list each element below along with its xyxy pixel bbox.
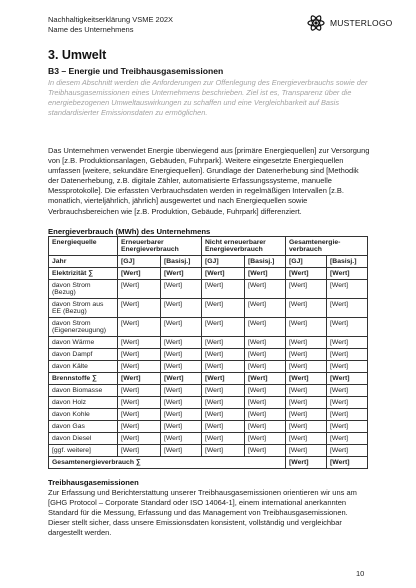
value-cell: [Wert] [286, 280, 327, 299]
value-cell: [Wert] [202, 433, 245, 445]
value-cell: [Wert] [118, 397, 161, 409]
value-cell: [Wert] [327, 337, 368, 349]
table-row [49, 445, 368, 457]
row-label: davon Strom (Eigenerzeugung) [49, 318, 118, 337]
table-row [49, 397, 368, 409]
value-cell: [Wert] [161, 299, 202, 318]
value-cell: [Wert] [161, 349, 202, 361]
value-cell: [Wert] [286, 421, 327, 433]
emissions-title: Treibhausgasemissionen [48, 478, 139, 487]
total-row [49, 457, 368, 469]
value-cell: [Wert] [202, 397, 245, 409]
value-cell: [Wert] [327, 349, 368, 361]
page-number: 10 [356, 569, 365, 578]
value-cell: [Wert] [245, 299, 286, 318]
row-label: davon Gas [49, 421, 118, 433]
table-row [49, 373, 368, 385]
value-cell: [Wert] [161, 409, 202, 421]
value-cell: [Wert] [161, 385, 202, 397]
year-cell: [GJ] [118, 256, 161, 268]
table-body [49, 268, 368, 457]
value-cell: [Wert] [327, 280, 368, 299]
value-cell: [Wert] [327, 397, 368, 409]
value-cell: [Wert] [118, 409, 161, 421]
value-cell: [Wert] [118, 361, 161, 373]
energy-description: Das Unternehmen verwendet Energie überwiegend aus [primäre Energiequellen] zur Versorgung von [z.B. Produktionsanlagen, Gebäuden, Fuhrpark]. Weitere eingesetzte Energiequellen umfassen [weitere, sekundäre Energiequellen]. Grundlage der Datenerhebung sind [Methodik der Datenerhebung, z.B. digitale Zähler, automatisierte Erfassungssysteme, manuelle Messprotokolle]. Die erfassten Verbrauchsdaten werden in regelmäßigen Intervallen [z.B. monatlich, vierteljährlich, jährlich] ausgewertet und nach Energiequellen sowie Verbrauchsbereichen wie [z.B. Produktion, Gebäude, Fuhrpark] differenziert. [48, 146, 370, 216]
value-cell: [Wert] [161, 280, 202, 299]
value-cell: [Wert] [286, 433, 327, 445]
value-cell: [Wert] [327, 373, 368, 385]
intro-text: In diesem Abschnitt werden die Anforderungen zur Offenlegung des Energieverbrauchs sowie der Treibhausgasemissionen eines Unternehmens beschrieben. Ziel ist es, Transparenz über die energiebezogenen Umweltauswirkungen zu schaffen und eine Vergleichbarkeit auf Basis standardisierter Emissionsdaten zu ermöglichen. [48, 78, 368, 118]
header-total: Gesamtenergie-verbrauch [286, 237, 368, 256]
table-row [49, 361, 368, 373]
section-title: 3. Umwelt [48, 48, 107, 62]
row-label: davon Diesel [49, 433, 118, 445]
row-label: davon Strom aus EE (Bezug) [49, 299, 118, 318]
year-cell: [Basisj.] [161, 256, 202, 268]
table-row [49, 349, 368, 361]
row-label: davon Biomasse [49, 385, 118, 397]
table-row [49, 318, 368, 337]
value-cell: [Wert] [245, 433, 286, 445]
section-subtitle: B3 – Energie und Treibhausgasemissionen [48, 66, 224, 76]
value-cell: [Wert] [286, 445, 327, 457]
row-label: davon Kälte [49, 361, 118, 373]
value-cell: [Wert] [202, 268, 245, 280]
value-cell: [Wert] [245, 397, 286, 409]
value-cell: [Wert] [118, 299, 161, 318]
value-cell: [Wert] [245, 421, 286, 433]
value-cell: [Wert] [161, 337, 202, 349]
table-row [49, 433, 368, 445]
header-renewable: Erneuerbarer Energieverbrauch [118, 237, 202, 256]
year-cell: [GJ] [202, 256, 245, 268]
row-label: Brennstoffe ∑ [49, 373, 118, 385]
value-cell: [Wert] [286, 349, 327, 361]
value-cell: [Wert] [286, 361, 327, 373]
value-cell: [Wert] [245, 373, 286, 385]
table-row [49, 268, 368, 280]
header-energy-source: Energiequelle [49, 237, 118, 256]
total-cell: [Wert] [327, 457, 368, 469]
year-cell: [GJ] [286, 256, 327, 268]
value-cell: [Wert] [202, 361, 245, 373]
header-non-renewable: Nicht erneuerbarer Energieverbrauch [202, 237, 286, 256]
value-cell: [Wert] [118, 433, 161, 445]
value-cell: [Wert] [202, 385, 245, 397]
value-cell: [Wert] [202, 409, 245, 421]
value-cell: [Wert] [118, 337, 161, 349]
value-cell: [Wert] [202, 280, 245, 299]
value-cell: [Wert] [202, 337, 245, 349]
table-row [49, 421, 368, 433]
value-cell: [Wert] [161, 433, 202, 445]
value-cell: [Wert] [286, 373, 327, 385]
value-cell: [Wert] [327, 268, 368, 280]
value-cell: [Wert] [327, 421, 368, 433]
row-label: [ggf. weitere] [49, 445, 118, 457]
value-cell: [Wert] [161, 445, 202, 457]
value-cell: [Wert] [118, 445, 161, 457]
energy-table [48, 236, 368, 469]
row-label: davon Kohle [49, 409, 118, 421]
company-logo [306, 13, 392, 33]
value-cell: [Wert] [118, 318, 161, 337]
value-cell: [Wert] [118, 268, 161, 280]
table-row [49, 337, 368, 349]
year-label: Jahr [49, 256, 118, 268]
table-title: Energieverbrauch (MWh) des Unternehmens [48, 227, 211, 236]
value-cell: [Wert] [327, 433, 368, 445]
value-cell: [Wert] [202, 349, 245, 361]
value-cell: [Wert] [327, 299, 368, 318]
value-cell: [Wert] [118, 421, 161, 433]
value-cell: [Wert] [327, 445, 368, 457]
value-cell: [Wert] [202, 373, 245, 385]
emissions-text: Zur Erfassung und Berichterstattung unserer Treibhausgasemissionen orientieren wir uns am [GHG Protocol – Corporate Standard oder ISO 14064-1], einem international anerkannten Standard für die Messung, Erfassung und das Management von Treibhausgasemissionen. Dieser stellt sicher, dass unsere Emissionsdaten konsistent, vollständig und vergleichbar dargestellt werden. [48, 488, 357, 538]
value-cell: [Wert] [202, 421, 245, 433]
value-cell: [Wert] [161, 318, 202, 337]
value-cell: [Wert] [161, 268, 202, 280]
value-cell: [Wert] [286, 337, 327, 349]
value-cell: [Wert] [161, 397, 202, 409]
table-row [49, 385, 368, 397]
value-cell: [Wert] [245, 445, 286, 457]
value-cell: [Wert] [118, 280, 161, 299]
total-cell: [Wert] [286, 457, 327, 469]
row-label: davon Wärme [49, 337, 118, 349]
table-row [49, 409, 368, 421]
logo-text: MUSTERLOGO [330, 18, 393, 28]
value-cell: [Wert] [327, 409, 368, 421]
value-cell: [Wert] [327, 361, 368, 373]
value-cell: [Wert] [161, 421, 202, 433]
value-cell: [Wert] [245, 280, 286, 299]
value-cell: [Wert] [118, 373, 161, 385]
row-label: davon Strom (Bezug) [49, 280, 118, 299]
value-cell: [Wert] [202, 318, 245, 337]
table-row [49, 299, 368, 318]
value-cell: [Wert] [118, 349, 161, 361]
year-cell: [Basisj.] [327, 256, 368, 268]
value-cell: [Wert] [161, 361, 202, 373]
table-header-row [49, 237, 368, 256]
value-cell: [Wert] [286, 299, 327, 318]
value-cell: [Wert] [245, 385, 286, 397]
value-cell: [Wert] [161, 373, 202, 385]
row-label: davon Dampf [49, 349, 118, 361]
value-cell: [Wert] [286, 385, 327, 397]
value-cell: [Wert] [245, 361, 286, 373]
document-title: Nachhaltigkeitserklärung VSME 202X [48, 15, 174, 24]
value-cell: [Wert] [245, 268, 286, 280]
value-cell: [Wert] [245, 318, 286, 337]
row-label: davon Holz [49, 397, 118, 409]
row-label: Elektrizität ∑ [49, 268, 118, 280]
value-cell: [Wert] [286, 268, 327, 280]
year-cell: [Basisj.] [245, 256, 286, 268]
value-cell: [Wert] [245, 349, 286, 361]
value-cell: [Wert] [286, 397, 327, 409]
value-cell: [Wert] [286, 318, 327, 337]
value-cell: [Wert] [202, 445, 245, 457]
value-cell: [Wert] [118, 385, 161, 397]
total-label: Gesamtenergieverbrauch ∑ [49, 457, 286, 469]
document-header [48, 15, 173, 35]
value-cell: [Wert] [202, 299, 245, 318]
value-cell: [Wert] [327, 318, 368, 337]
table-year-row [49, 256, 368, 268]
logo-icon [306, 13, 326, 33]
table-row [49, 280, 368, 299]
value-cell: [Wert] [245, 337, 286, 349]
value-cell: [Wert] [286, 409, 327, 421]
company-name: Name des Unternehmens [48, 25, 134, 34]
value-cell: [Wert] [327, 385, 368, 397]
value-cell: [Wert] [245, 409, 286, 421]
